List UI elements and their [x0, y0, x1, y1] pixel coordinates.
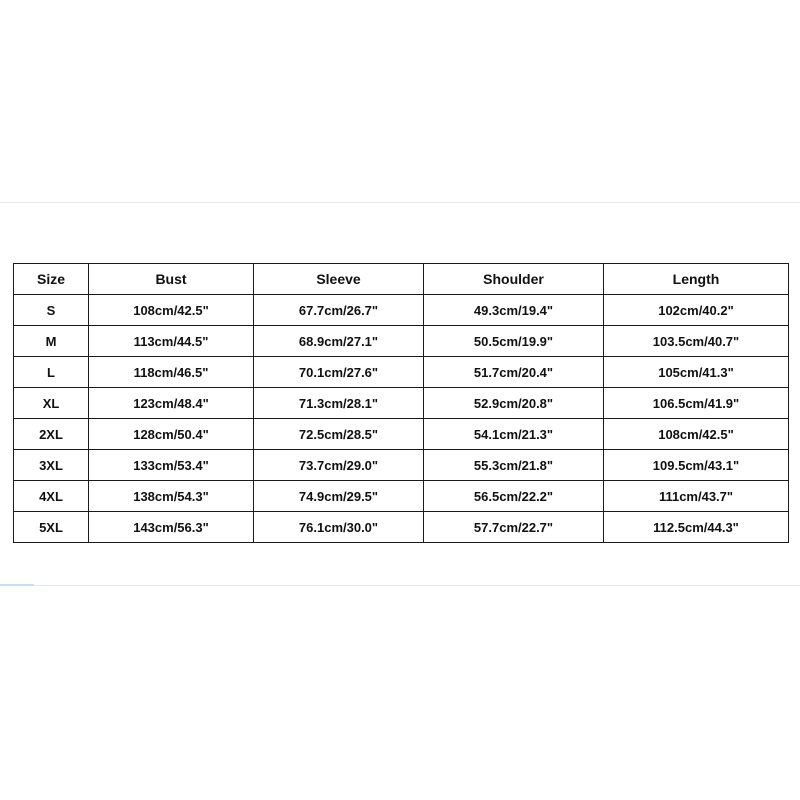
table-row	[14, 512, 789, 543]
cell-bust: 138cm/54.3"	[89, 481, 254, 512]
cell-sleeve: 72.5cm/28.5"	[254, 419, 424, 450]
cell-shoulder: 50.5cm/19.9"	[424, 326, 604, 357]
cell-bust: 123cm/48.4"	[89, 388, 254, 419]
header-sleeve: Sleeve	[254, 264, 424, 295]
cell-size: 3XL	[14, 450, 89, 481]
cell-bust: 128cm/50.4"	[89, 419, 254, 450]
cell-shoulder: 51.7cm/20.4"	[424, 357, 604, 388]
cell-bust: 133cm/53.4"	[89, 450, 254, 481]
cell-size: 2XL	[14, 419, 89, 450]
cell-length: 108cm/42.5"	[604, 419, 789, 450]
cell-sleeve: 76.1cm/30.0"	[254, 512, 424, 543]
cell-size: S	[14, 295, 89, 326]
cell-sleeve: 68.9cm/27.1"	[254, 326, 424, 357]
cell-length: 109.5cm/43.1"	[604, 450, 789, 481]
cell-size: M	[14, 326, 89, 357]
table-row	[14, 388, 789, 419]
table-row	[14, 295, 789, 326]
cell-shoulder: 55.3cm/21.8"	[424, 450, 604, 481]
table-row	[14, 357, 789, 388]
cell-size: 4XL	[14, 481, 89, 512]
header-size: Size	[14, 264, 89, 295]
cell-sleeve: 73.7cm/29.0"	[254, 450, 424, 481]
cell-length: 112.5cm/44.3"	[604, 512, 789, 543]
table-row	[14, 419, 789, 450]
cell-sleeve: 71.3cm/28.1"	[254, 388, 424, 419]
cell-shoulder: 52.9cm/20.8"	[424, 388, 604, 419]
cell-size: 5XL	[14, 512, 89, 543]
bottom-divider	[0, 585, 800, 586]
table-row	[14, 326, 789, 357]
bottom-divider-accent	[0, 584, 34, 586]
cell-size: L	[14, 357, 89, 388]
size-chart-table	[13, 263, 789, 543]
cell-length: 103.5cm/40.7"	[604, 326, 789, 357]
cell-bust: 118cm/46.5"	[89, 357, 254, 388]
cell-shoulder: 54.1cm/21.3"	[424, 419, 604, 450]
cell-length: 102cm/40.2"	[604, 295, 789, 326]
cell-length: 111cm/43.7"	[604, 481, 789, 512]
header-length: Length	[604, 264, 789, 295]
cell-length: 106.5cm/41.9"	[604, 388, 789, 419]
cell-bust: 113cm/44.5"	[89, 326, 254, 357]
cell-length: 105cm/41.3"	[604, 357, 789, 388]
cell-size: XL	[14, 388, 89, 419]
top-divider	[0, 202, 800, 203]
cell-sleeve: 70.1cm/27.6"	[254, 357, 424, 388]
cell-bust: 143cm/56.3"	[89, 512, 254, 543]
cell-shoulder: 49.3cm/19.4"	[424, 295, 604, 326]
header-shoulder: Shoulder	[424, 264, 604, 295]
cell-bust: 108cm/42.5"	[89, 295, 254, 326]
table-row	[14, 481, 789, 512]
cell-sleeve: 74.9cm/29.5"	[254, 481, 424, 512]
table-row	[14, 450, 789, 481]
cell-shoulder: 56.5cm/22.2"	[424, 481, 604, 512]
cell-shoulder: 57.7cm/22.7"	[424, 512, 604, 543]
table-header-row	[14, 264, 789, 295]
header-bust: Bust	[89, 264, 254, 295]
cell-sleeve: 67.7cm/26.7"	[254, 295, 424, 326]
